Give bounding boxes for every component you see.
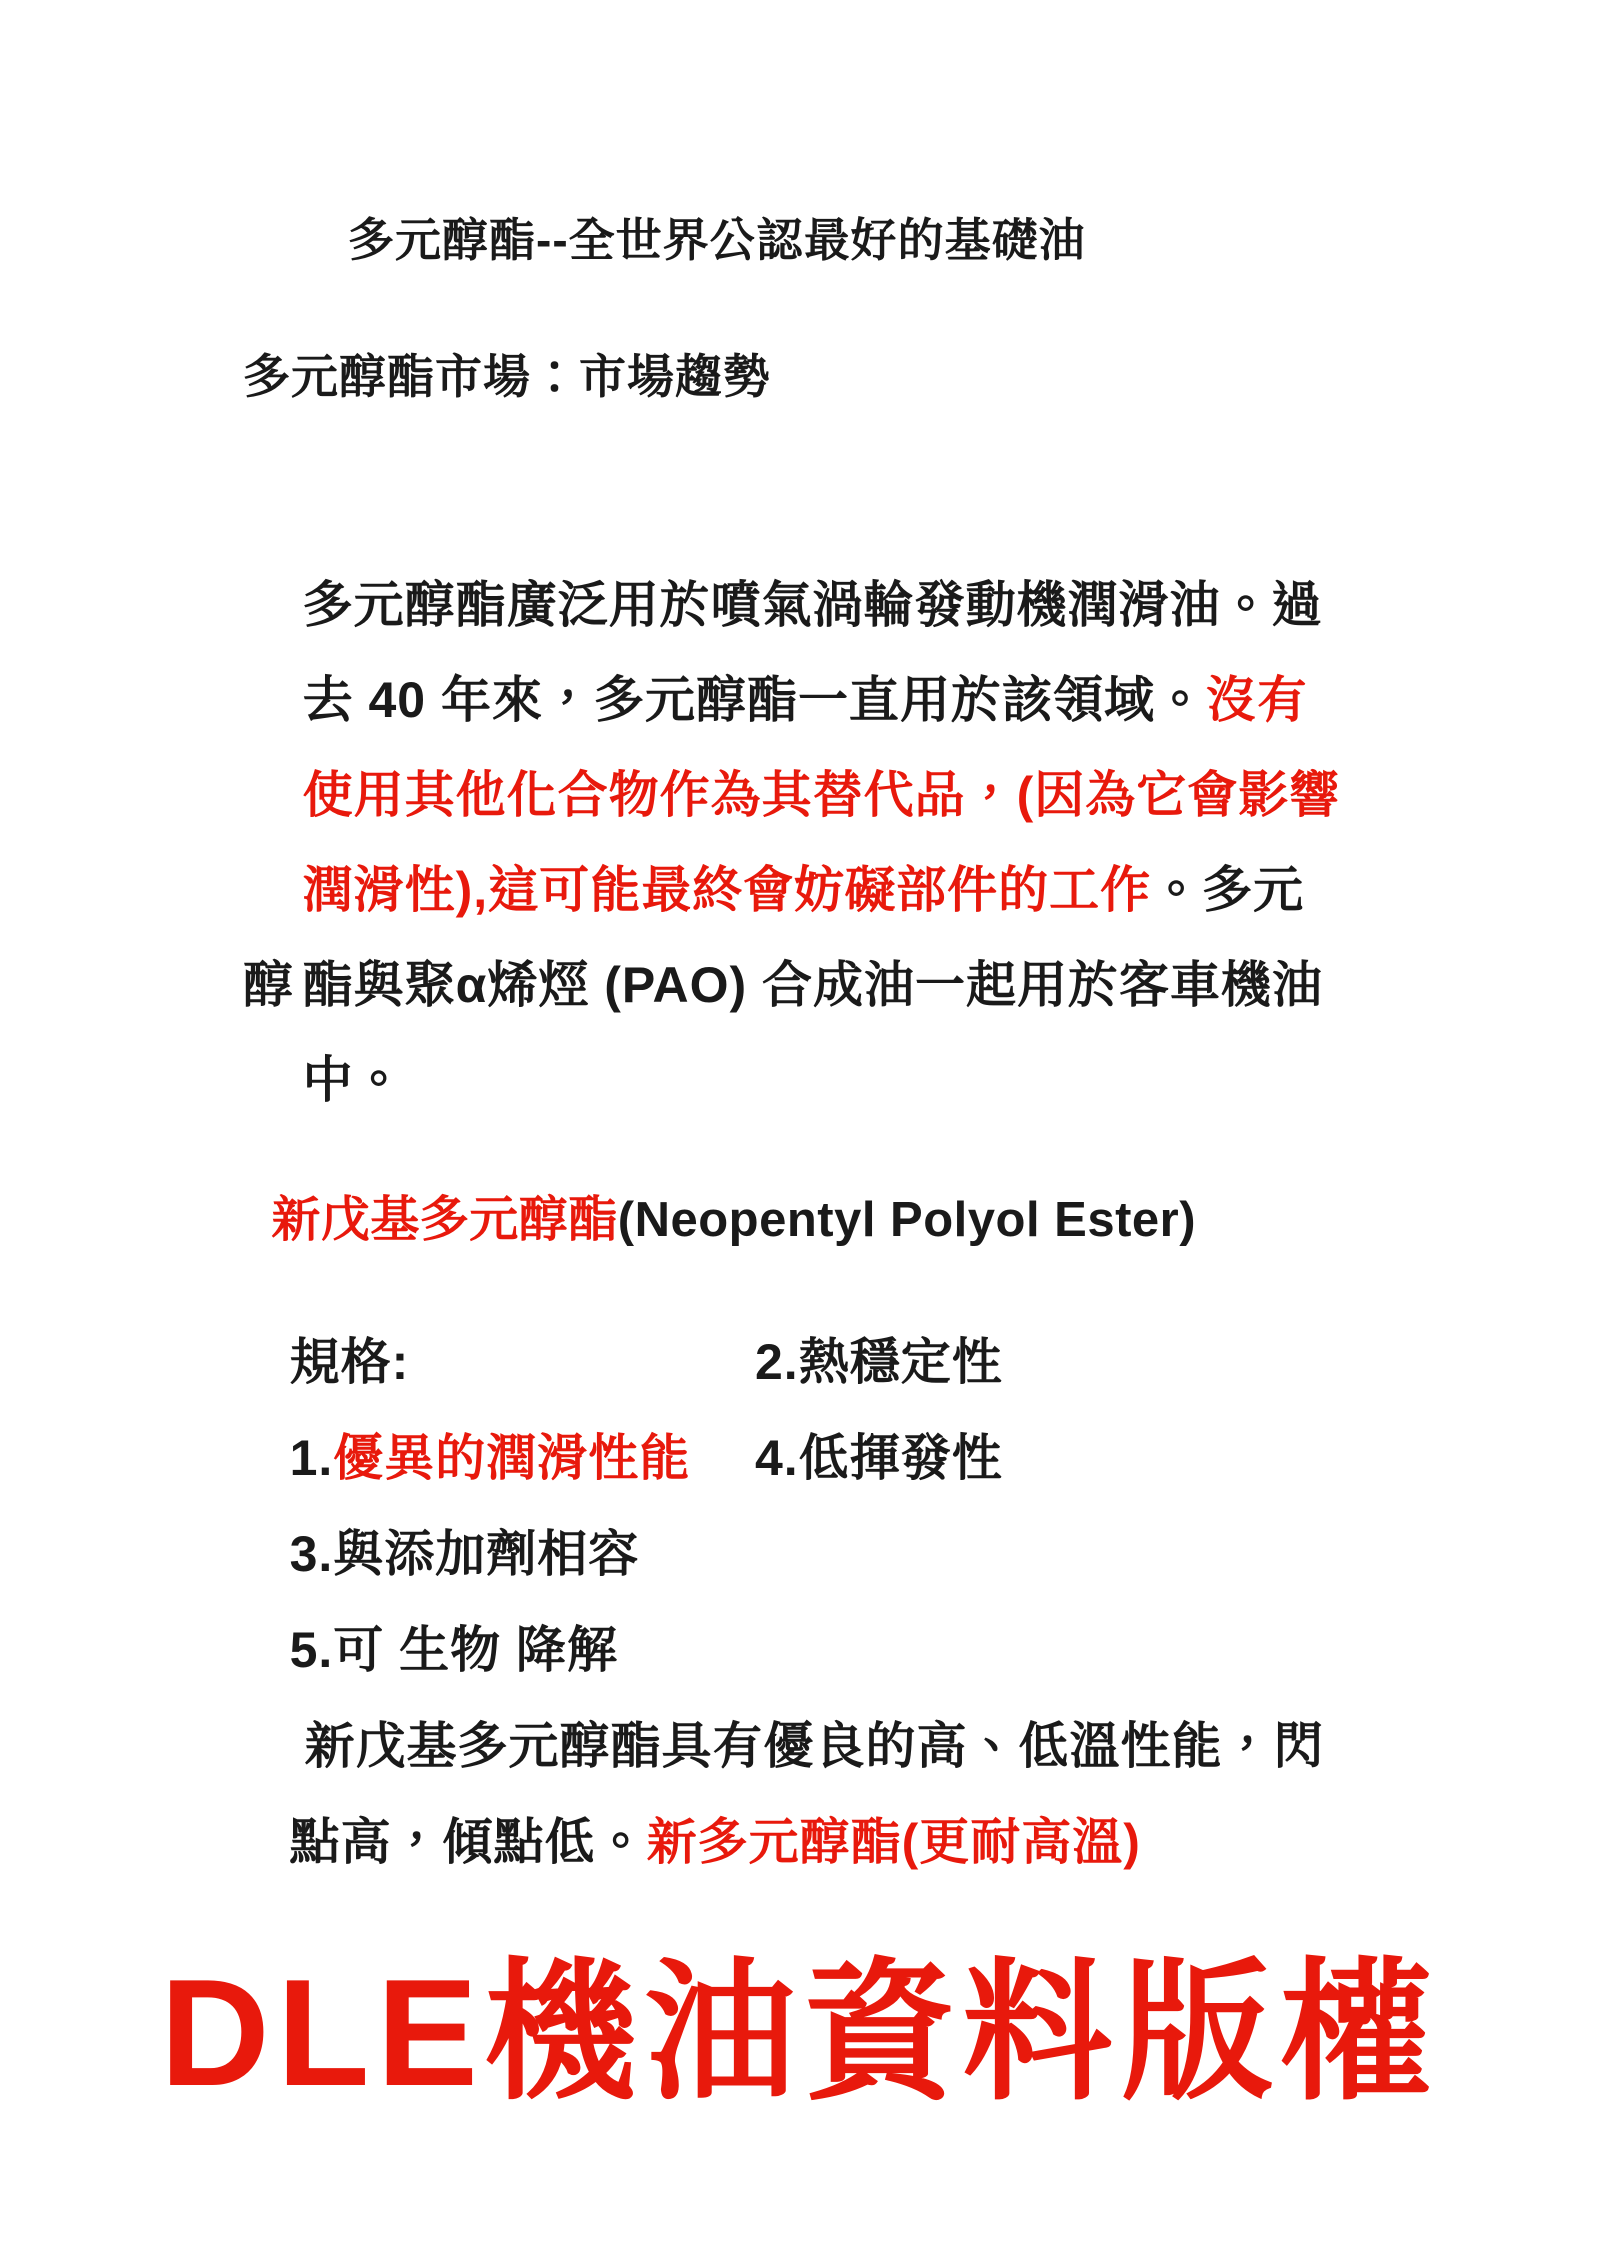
spec-item-1-number: 1. (289, 1430, 334, 1486)
copyright-watermark: DLE機油資料版權 (160, 1948, 1439, 2118)
closing-line-1 (230, 1602, 1410, 1774)
text-segment-red: 使用其他化合物作為其替代品，(因為它會影響 (302, 767, 1341, 823)
spec-row-5 (230, 1506, 1410, 1678)
text-segment-red: 新多元醇酯(更耐高溫) (646, 1814, 1141, 1870)
spec-row-3-4 (230, 1410, 1410, 1582)
spec-item-2: 2.熱穩定性 (755, 1334, 1003, 1390)
text-segment: 新戊基多元醇酯具有優良的高、低溫性能，閃 (289, 1718, 1325, 1774)
paragraph-market-trend (243, 463, 1353, 1108)
text-segment: 。多元醇 (243, 862, 1305, 1013)
spec-item-5: 5.可 生物 降解 (289, 1622, 619, 1678)
subheading-english: (Neopentyl Polyol Ester) (617, 1193, 1197, 1247)
subheading-chinese-red: 新戊基多元醇酯 (271, 1193, 618, 1247)
text-segment: 多元醇酯廣泛用於噴氣渦輪發動機潤滑油。過 (302, 577, 1323, 633)
text-segment: 點高，傾點低。 (289, 1814, 647, 1870)
section-heading-market-trend: 多元醇酯市場：市場趨勢 (243, 350, 771, 403)
text-segment-red: 潤滑性),這可能最終會妨礙部件的工作 (302, 862, 1152, 918)
specs-section (230, 1218, 1410, 1870)
text-segment-red: 沒有 (1205, 672, 1308, 728)
paragraph-line (243, 463, 1353, 633)
spec-item-3: 3.與添加劑相容 (289, 1526, 640, 1582)
page-title: 多元醇酯--全世界公認最好的基礎油 (348, 214, 1086, 266)
text-segment: 規格: (289, 1334, 410, 1390)
text-segment: 中。 (302, 1052, 405, 1108)
closing-line-2 (230, 1698, 1410, 1870)
text-segment: 酯與聚α烯烴 (PAO) 合成油一起用於客車機油 (302, 957, 1324, 1013)
spec-item-4: 4.低揮發性 (755, 1430, 1003, 1486)
text-segment: 去 40 年來，多元醇酯一直用於該領域。 (302, 672, 1206, 728)
spec-item-1-text-red: 優異的潤滑性能 (333, 1430, 691, 1486)
